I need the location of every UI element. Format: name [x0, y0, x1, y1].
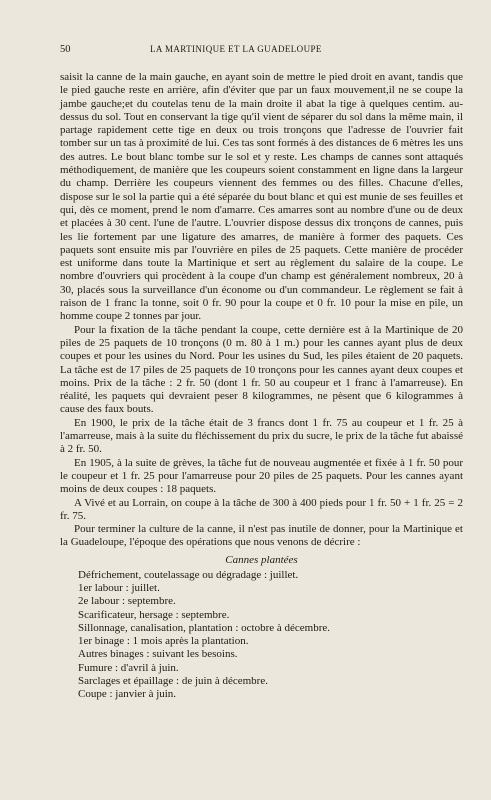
- page-number: 50: [60, 44, 71, 55]
- paragraph-5: A Vivé et au Lorrain, on coupe à la tâche de 300 à 400 pieds pour 1 fr. 50 + 1 fr. 25 = 2 fr. 75.: [60, 496, 463, 522]
- running-head: LA MARTINIQUE ET LA GUADELOUPE: [150, 44, 322, 54]
- section-title: Cannes plantées: [225, 553, 298, 566]
- schedule-item: Autres binages : suivant les besoins.: [78, 648, 238, 661]
- schedule-list: [60, 569, 463, 702]
- schedule-item: Coupe : janvier à juin.: [78, 688, 177, 701]
- schedule-item: 1er binage : 1 mois après la plantation.: [78, 635, 249, 648]
- schedule-item: Scarificateur, hersage : septembre.: [78, 608, 230, 621]
- schedule-item: 2e labour : septembre.: [78, 595, 176, 608]
- paragraph-4: En 1905, à la suite de grèves, la tâche fut de nouveau augmentée et fixée à 1 fr. 50 pour le coupeur et 1 fr. 25 pour l'amarreuse pour 20 piles de 25 paquets. Pour les cannes ayant moins de deux coupes : 18 paquets.: [60, 456, 463, 496]
- schedule-item: Défrichement, coutelassage ou dégradage : juillet.: [78, 568, 299, 581]
- paragraph-3: En 1900, le prix de la tâche était de 3 francs dont 1 fr. 75 au coupeur et 1 fr. 25 à l'amarreuse, mais à la suite du fléchissement du prix du sucre, le prix de la tâche fut abaissé à 2 fr. 50.: [60, 416, 463, 456]
- schedule-item: 1er labour : juillet.: [78, 581, 160, 594]
- paragraph-6: Pour terminer la culture de la canne, il n'est pas inutile de donner, pour la Martinique et la Guadeloupe, l'époque des opérations que nous venons de décrire :: [60, 523, 463, 549]
- schedule-item: Sillonnage, canalisation, plantation : octobre à décembre.: [78, 621, 330, 634]
- schedule-item: Fumure : d'avril à juin.: [78, 661, 179, 674]
- schedule-item: Sarclages et épaillage : de juin à décembre.: [78, 675, 268, 688]
- body-text: [60, 71, 463, 550]
- page-header: [60, 44, 463, 55]
- paragraph-1: saisit la canne de la main gauche, en ayant soin de mettre le pied droit en avant, tandis que le pied gauche reste en arrière, afin d'éviter que par un faux mouvement,il ne se coupe la jambe gauche;et du coutelas tenu de la main droite il abat la tige à quelques centim. au-dessus du sol. Tout en conservant la tige qu'il vient de séparer du sol dans la même main, il partage rapidement cette tige en deux ou trois tronçons que l'adresse de l'ouvrier fait tomber sur un tas à proximité de lui. Ces tas sont formés à des distances de 6 mètres les uns des autres. Le bout blanc tombe sur le sol et y reste. Les champs de cannes sont attaqués méthodiquement, de manière que les coupeurs soient constamment en ligne dans la largeur du champ. Derrière les coupeurs viennent des femmes ou des filles. Chacune d'elles, dispose sur le sol la partie qui a été séparée du bout blanc et qui est munie de ses feuilles et qui, dès ce moment, prend le nom d'amarre. Ces amarres sont au nombre d'une ou de deux et placées à 30 cent. l'une de l'autre. L'ouvrier dispose dessus dix tronçons de cannes, puis les lie fortement par une ligature des amarres, de manière à former des paquets. Ces paquets sont ensuite mis par l'ouvrière en piles de 25 paquets. Cette manière de procéder est uniforme dans toute la Martinique et sert au règlement du salaire de la coupe. Le nombre d'ouvriers qui procèdent à la coupe d'un champ est généralement nombreux, 20 à 30, placés sous la surveillance d'un économe ou d'un commandeur. Le règlement se fait à raison de 1 franc la tonne, soit 0 fr. 90 pour la coupe et 0 fr. 10 pour la mise en pile, un homme coupe 2 tonnes par jour.: [60, 71, 463, 323]
- paragraph-2: Pour la fixation de la tâche pendant la coupe, cette dernière est à la Martinique de 20 piles de 25 paquets de 10 tronçons (0 m. 80 à 1 m.) pour les cannes ayant plus de deux coupes et pour les usines du Nord. Pour les usines du Sud, les piles étaient de 20 paquets. La tâche est de 17 piles de 25 paquets de 10 tronçons pour les cannes ayant deux coupes et moins. Prix de la tâche : 2 fr. 50 (dont 1 fr. 50 au coupeur et 1 franc à l'amarreuse). En réalité, les paquets qui devraient peser 8 kilogrammes, ne pèsent que 6 kilogrammes à cause des faux bouts.: [60, 323, 463, 416]
